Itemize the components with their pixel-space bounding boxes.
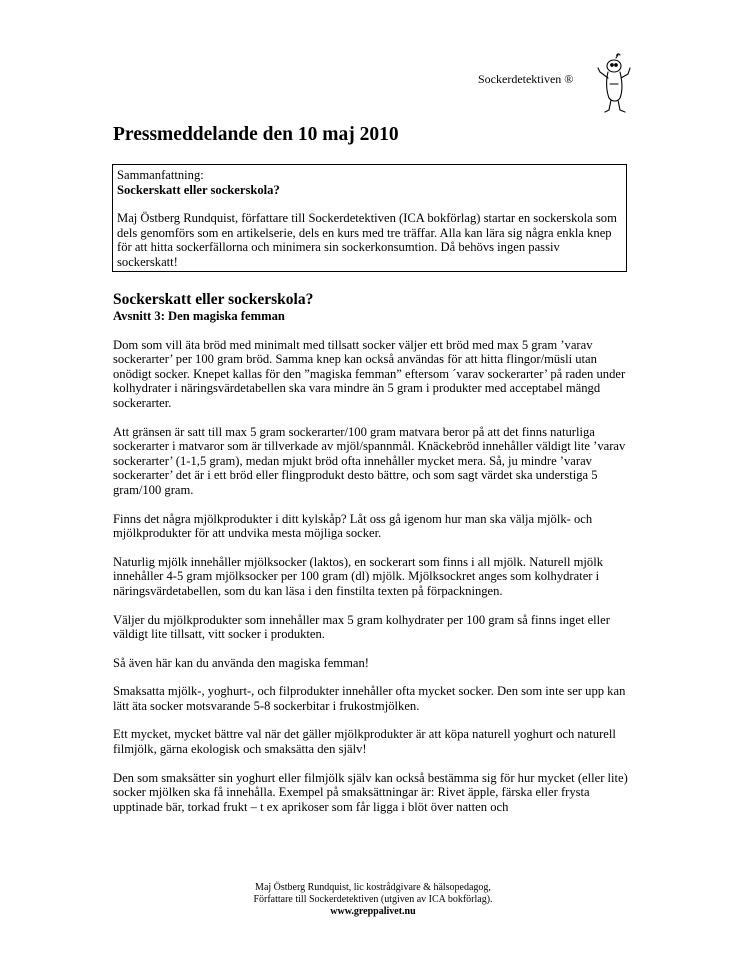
footer-author-line: Maj Östberg Rundquist, lic kostrådgivare & hälsopedagog, [255,882,491,893]
brand-name: Sockerdetektiven ® [478,72,574,86]
article-paragraph: Finns det några mjölkprodukter i ditt kylskåp? Låt oss gå igenom hur man ska välja mjölk- och mjölkprodukter för att undvika mesta möjliga socker. [113,511,593,541]
detective-mascot-icon [594,52,634,114]
article-subheading: Avsnitt 3: Den magiska femman [113,309,285,323]
article-paragraph: Naturlig mjölk innehåller mjölksocker (laktos), en sockerart som finns i all mjölk. Naturell mjölk innehåller 4-5 gram mjölksocker per 100 gram (dl) mjölk. Mjölksockret anges som kolhydrater i näringsvärdetabellen, som du kan läsa i den finstilta texten på förpackningen. [113,554,604,598]
article-paragraph: Smaksatta mjölk-, yoghurt-, och filprodukter innehåller ofta mycket socker. Den som inte ser upp kan lätt äta socker motsvarande 5-8 sockerbitar i frukostmjölken. [113,684,626,713]
article-paragraph: Väljer du mjölkprodukter som innehåller max 5 gram kolhydrater per 100 gram så finns inget eller väldigt lite tillsatt, vitt socker i produkten. [113,612,610,642]
article-paragraph: Ett mycket, mycket bättre val när det gäller mjölkprodukter är att köpa naturell yoghurt och naturell filmjölk, gärna ekologisk och smaksätta den själv! [113,727,616,757]
footer-website-link[interactable]: www.greppalivet.nu [330,906,416,917]
article-paragraph: Den som smaksätter sin yoghurt eller filmjölk själv kan också bestämma sig för hur mycket (eller lite) socker mjölken ska få innehålla. Exempel på smaksättningar är: Rivet äpple, färska eller frysta upptinade bär, torkad frukt – t ex aprikoser som får ligga i blöt över natten och [113,770,628,814]
footer [0,882,746,918]
article-heading: Sockerskatt eller sockerskola? [113,291,314,308]
article-paragraph: Att gränsen är satt till max 5 gram sockerarter/100 gram matvara beror på att det finns naturliga sockerarter i matvaror som är tillverkade av mjöl/spannmål. Knäckebröd innehåller väldigt lite ’varav sockerarter’ (1-1,5 gram), medan mjukt bröd ofta innehåller mycket mera. Så, ju mindre ’varav sockerarter’ det är i ett bröd eller flingprodukt desto bättre, och som sagt värdet ska understiga 5 gram/100 gram. [113,424,626,497]
article [113,291,633,828]
footer-book-line: Författare till Sockerdetektiven (utgiven av ICA bokförlag). [253,894,493,905]
article-paragraph: Så även här kan du använda den magiska femman! [113,655,369,670]
summary-box [112,164,627,272]
summary-label: Sammanfattning: [117,168,204,182]
summary-heading: Sockerskatt eller sockerskola? [117,182,280,197]
page-title: Pressmeddelande den 10 maj 2010 [113,124,399,145]
article-paragraph: Dom som vill äta bröd med minimalt med tillsatt socker väljer ett bröd med max 5 gram ’varav sockerarter’ per 100 gram bröd. Samma knep kan också användas för att hitta flingor/müsli utan onödigt socker. Knepet kallas för den ”magiska femman” eftersom ´varav sockerarter’ på raden under kolhydrater i näringsvärdetabellen ska vara mindre än 5 gram i produkter med acceptabel mängd sockerarter. [113,337,626,410]
summary-text: Maj Östberg Rundquist, författare till Sockerdetektiven (ICA bokförlag) startar en sockerskola som dels genomförs som en artikelserie, dels en kurs med tre träffar. Alla kan lära sig några enkla knep för att hitta sockerfällorna och minimera sin sockerkonsumtion. Då behövs ingen passiv sockerskatt! [117,211,617,269]
